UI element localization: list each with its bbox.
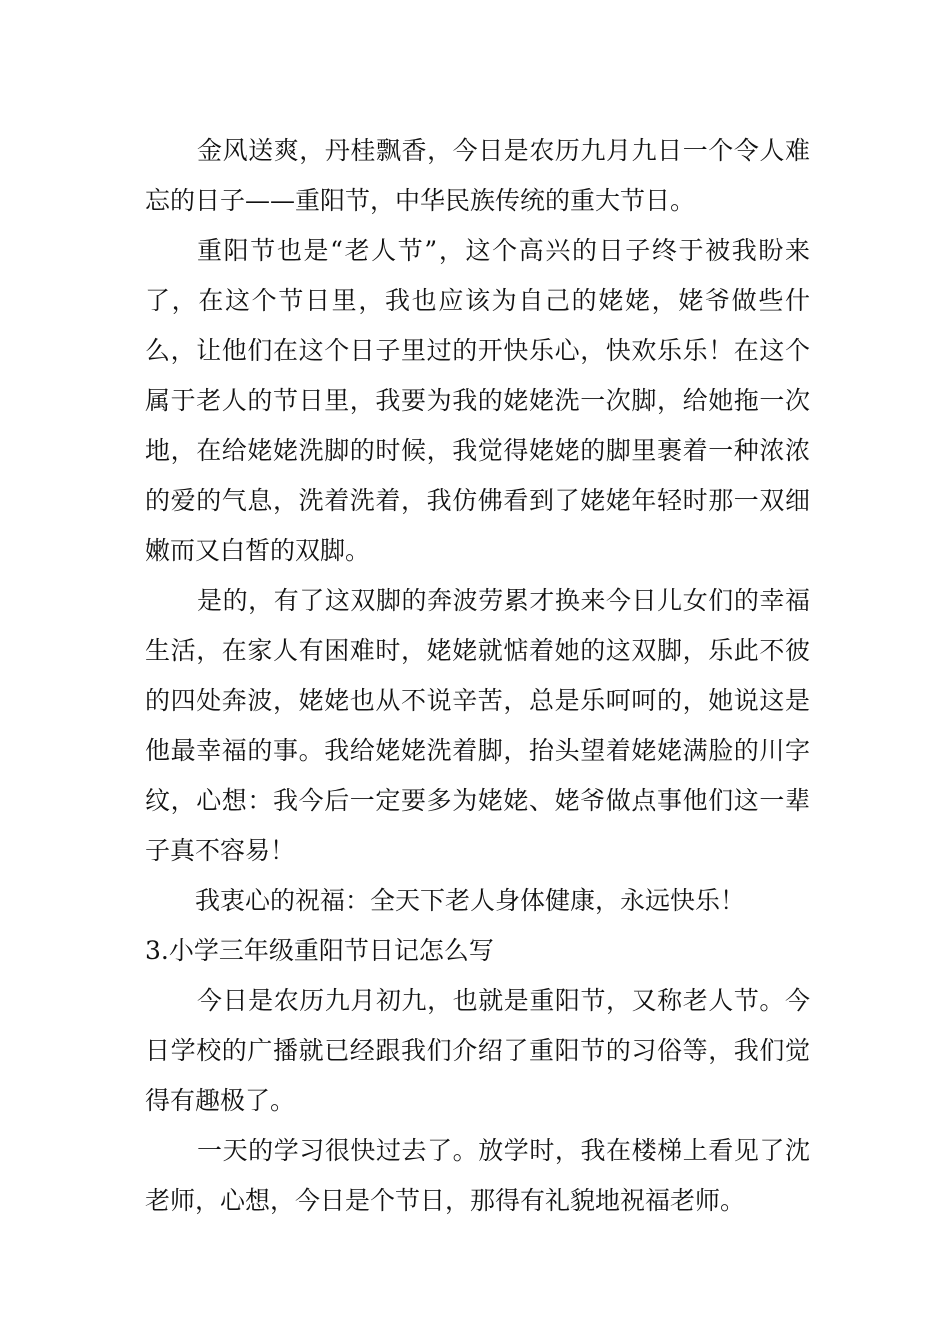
paragraph-1: 金风送爽，丹桂飘香，今日是农历九月九日一个令人难忘的日子——重阳节，中华民族传统的重大节日。 <box>145 136 810 215</box>
paragraph-3: 是的，有了这双脚的奔波劳累才换来今日儿女们的幸福生活，在家人有困难时，姥姥就惦着她的这双脚，乐此不彼的四处奔波，姥姥也从不说辛苦，总是乐呵呵的，她说这是他最幸福的事。我给姥姥洗着脚，抬头望着姥姥满脸的川字纹，心想：我今后一定要多为姥姥、姥爷做点事他们这一辈子真不容易！ <box>145 586 810 865</box>
paragraph-2: 重阳节也是“老人节”，这个高兴的日子终于被我盼来了，在这个节日里，我也应该为自己的姥姥，姥爷做些什么，让他们在这个日子里过的开快乐心，快欢乐乐！在这个属于老人的节日里，我要为我的姥姥洗一次脚，给她拖一次地，在给姥姥洗脚的时候，我觉得姥姥的脚里裹着一种浓浓的爱的气息，洗着洗着，我仿佛看到了姥姥年轻时那一双细嫩而又白皙的双脚。 <box>145 236 810 565</box>
section-heading: 3.小学三年级重阳节日记怎么写 <box>145 936 494 965</box>
paragraph-4: 我衷心的祝福：全天下老人身体健康，永远快乐！ <box>195 886 746 915</box>
paragraph-6: 一天的学习很快过去了。放学时，我在楼梯上看见了沈老师，心想，今日是个节日，那得有礼貌地祝福老师。 <box>145 1136 810 1215</box>
paragraph-5: 今日是农历九月初九，也就是重阳节，又称老人节。今日学校的广播就已经跟我们介绍了重阳节的习俗等，我们觉得有趣极了。 <box>145 986 810 1115</box>
document-body <box>145 126 810 1226</box>
